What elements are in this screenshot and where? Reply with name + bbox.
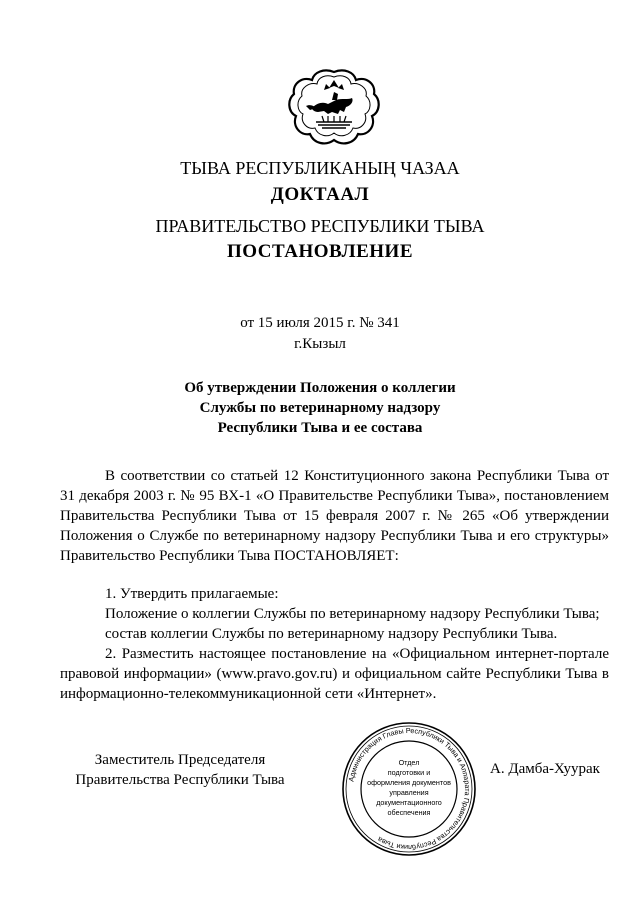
russian-document-type: ПОСТАНОВЛЕНИЕ (226, 241, 414, 262)
stamp-center-line: Отдел (398, 758, 420, 767)
position-line: Правительства Республики Тыва (75, 772, 285, 788)
document-body (60, 466, 609, 704)
item-1: 1. Утвердить прилагаемые: (105, 586, 279, 602)
coat-of-arms-emblem (288, 66, 380, 146)
title-line: Республики Тыва и ее состава (217, 420, 423, 436)
official-stamp (340, 720, 478, 858)
document-date-number: от 15 июля 2015 г. № 341 (240, 315, 400, 331)
stamp-ring-text: Администрация Главы Республики Тыва и Аппарата Правительства Республики Тыва (346, 725, 473, 853)
item-1-composition: состав коллегии Службы по ветеринарному надзору Республики Тыва. (105, 626, 558, 642)
document-city: г.Кызыл (294, 336, 346, 352)
tuva-document-type: ДОКТААЛ (270, 184, 370, 205)
stamp-center-line: документационного (376, 798, 442, 807)
item-2: 2. Разместить настоящее постановление на «Официальном интернет-портале правовой информации» (www.pravo.gov.ru) и официальном сайте Республики Тыва в информационно-телекоммуникационной сети «Интернет». (60, 646, 609, 702)
stamp-center-line: обеспечения (387, 808, 431, 817)
signatory-position (60, 750, 300, 790)
stamp-center-line: подготовки и (387, 768, 431, 777)
tuva-government-title: ТЫВА РЕСПУБЛИКАНЫҢ ЧАЗАА (180, 158, 460, 178)
signatory-name: А. Дамба-Хуурак (490, 761, 600, 777)
russian-government-title: ПРАВИТЕЛЬСТВО РЕСПУБЛИКИ ТЫВА (155, 216, 485, 236)
title-line: Службы по ветеринарному надзору (199, 400, 441, 416)
preamble-paragraph: В соответствии со статьей 12 Конституционного закона Республики Тыва от 31 декабря 2003 г. № 95 ВХ-1 «О Правительстве Республики Тыва», постановлением Правительства Республики Тыва от 15 февраля 2007 г. № 265 «Об утверждении Положения о Службе по ветеринарному надзору Республики Тыва и его структуры» Правительство Республики Тыва ПОСТАНОВЛЯЕТ: (60, 468, 609, 564)
title-line: Об утверждении Положения о коллегии (184, 380, 456, 396)
stamp-center-line: управления (389, 788, 429, 797)
document-title (0, 378, 640, 438)
position-line: Заместитель Председателя (94, 752, 266, 768)
stamp-center-line: оформления документов (367, 778, 451, 787)
item-1-regulation: Положение о коллегии Службы по ветеринарному надзору Республики Тыва; (105, 606, 600, 622)
